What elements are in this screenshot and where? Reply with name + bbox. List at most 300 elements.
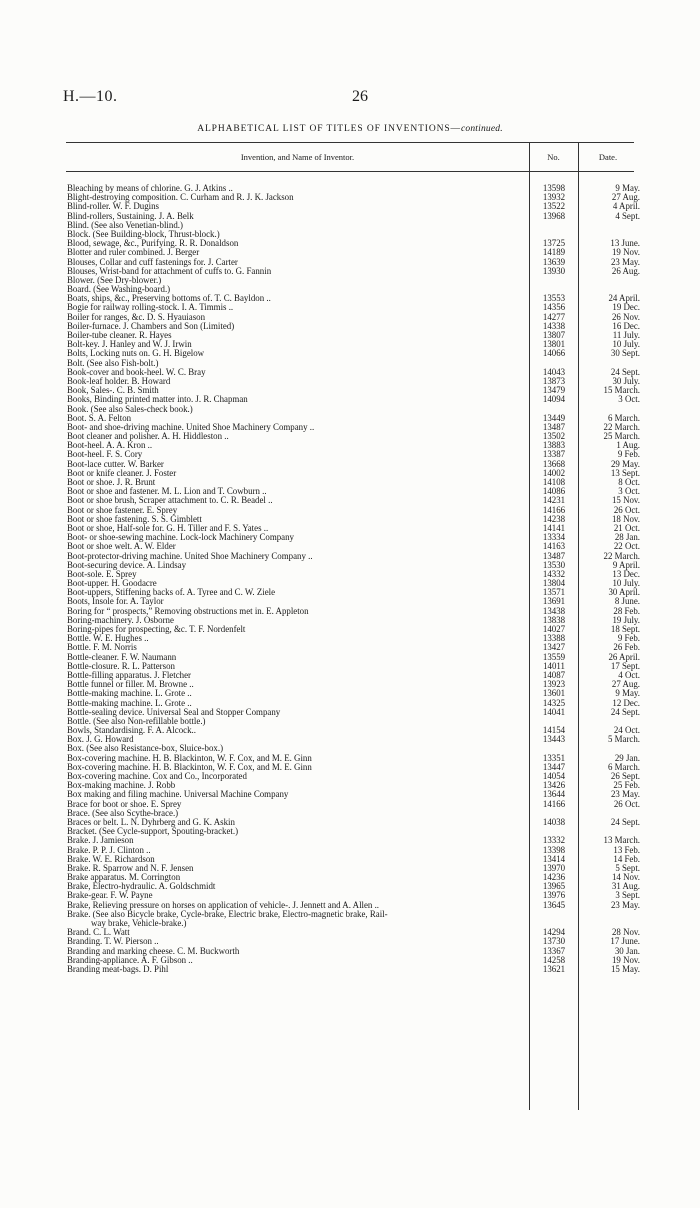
patent-date: 9 April. — [612, 559, 640, 570]
patent-number: 14236 — [542, 872, 566, 883]
patent-number: 14277 — [542, 311, 566, 322]
list-item — [0, 855, 700, 864]
patent-date: 30 April. — [608, 587, 640, 598]
patent-number: 13970 — [542, 862, 566, 873]
patent-date: 23 May. — [610, 899, 640, 910]
invention-title: way brake, Vehicle-brake.) — [91, 919, 187, 928]
invention-title: Branding. T. W. Pierson .. — [67, 937, 159, 947]
list-item — [0, 781, 700, 790]
invention-title: Brand. C. L. Watt — [67, 928, 130, 938]
patent-number: 13968 — [542, 210, 566, 221]
list-item — [0, 267, 700, 276]
patent-date: 13 Dec. — [612, 568, 640, 579]
list-item — [0, 184, 700, 193]
patent-date: 4 April. — [612, 201, 640, 212]
list-item — [0, 864, 700, 873]
invention-title: Boiler for ranges, &c. D. S. Hyauiason — [67, 312, 206, 322]
list-item — [0, 552, 700, 561]
invention-title: Boot-heel. A. A. Kron .. — [67, 441, 153, 451]
patent-date: 14 Nov. — [611, 872, 640, 883]
invention-title: Bottle. W. E. Hughes .. — [67, 634, 149, 644]
patent-date: 28 Feb. — [613, 605, 640, 616]
invention-title: Boot. S. A. Felton — [67, 413, 132, 423]
invention-title: Block. (See Building-block, Thrust-block.) — [67, 229, 220, 239]
list-item — [0, 827, 700, 836]
patent-date: 15 May. — [610, 963, 640, 974]
invention-title: Boiler-tube cleaner. R. Hayes — [67, 331, 172, 340]
list-item — [0, 763, 700, 772]
patent-date: 22 Oct. — [613, 541, 640, 552]
invention-title: Blouses, Collar and cuff fastenings for. J. Carter — [67, 257, 238, 267]
invention-title: Boot- or shoe-sewing machine. Lock-lock Machinery Company — [67, 533, 294, 543]
table-top-rule — [66, 142, 634, 143]
invention-title: Box-making machine. J. Robb — [67, 781, 176, 791]
patent-date: 22 March. — [603, 421, 640, 432]
patent-date: 27 Aug. — [611, 192, 640, 203]
patent-date: 9 May. — [615, 183, 640, 193]
invention-title: Boring for “ prospects,” Removing obstructions met in. E. Appleton — [67, 606, 309, 616]
patent-date: 10 July. — [612, 339, 640, 350]
invention-title: Blind. (See also Venetian-blind.) — [67, 220, 183, 230]
page-number: 26 — [352, 88, 368, 105]
patent-number: 14294 — [542, 927, 566, 938]
patent-date: 15 Nov. — [611, 495, 640, 506]
patent-number: 13427 — [542, 642, 566, 653]
patent-date: 13 March. — [603, 835, 640, 846]
list-item — [0, 708, 700, 717]
list-item — [0, 790, 700, 799]
list-item — [0, 450, 700, 459]
list-item — [0, 515, 700, 524]
list-item — [0, 423, 700, 432]
patent-number: 14002 — [542, 467, 566, 478]
patent-date: 27 Aug. — [611, 679, 640, 690]
invention-title: Boring-machinery. J. Osborne — [67, 615, 174, 625]
list-item — [0, 910, 700, 919]
patent-number: 14108 — [542, 477, 566, 487]
list-item — [0, 717, 700, 726]
patent-number: 14166 — [542, 798, 566, 809]
invention-title: Book, Sales-. C. B. Smith — [67, 386, 159, 396]
patent-number: 14043 — [542, 366, 566, 377]
invention-title: Brake. W. E. Richardson — [67, 854, 155, 864]
title-main: ALPHABETICAL LIST OF TITLES OF INVENTIONS— — [197, 124, 461, 134]
invention-title: Boot-lace cutter. W. Barker — [67, 459, 164, 469]
list-item — [0, 414, 700, 423]
patent-number: 13644 — [542, 789, 566, 800]
inventions-list — [0, 184, 700, 974]
patent-number: 13730 — [542, 936, 566, 947]
invention-title: Book-cover and book-heel. W. C. Bray — [67, 367, 206, 377]
list-item — [0, 671, 700, 680]
invention-title: Bolts, Locking nuts on. G. H. Bigelow — [67, 349, 205, 359]
patent-date: 3 Sept. — [615, 890, 640, 901]
list-item — [0, 928, 700, 937]
invention-title: Bottle funnel or filler. M. Browne .. — [67, 680, 194, 690]
list-item — [0, 202, 700, 211]
invention-title: Boats, ships, &c., Preserving bottoms of. T. C. Bayldon .. — [67, 294, 271, 304]
list-item — [0, 744, 700, 753]
list-item — [0, 965, 700, 974]
patent-date: 14 Feb. — [613, 853, 640, 864]
list-item — [0, 625, 700, 634]
patent-date: 11 July. — [612, 330, 640, 340]
list-item — [0, 699, 700, 708]
invention-title: Boot or knife cleaner. J. Foster — [67, 468, 177, 478]
patent-date: 28 Jan. — [614, 532, 640, 543]
list-item — [0, 432, 700, 441]
invention-title: Book-leaf holder. B. Howard — [67, 376, 171, 386]
invention-title: Blotter and ruler combined. J. Berger — [67, 248, 200, 258]
patent-number: 13426 — [542, 780, 566, 791]
list-item — [0, 395, 700, 404]
patent-number: 13883 — [542, 440, 566, 451]
list-item — [0, 689, 700, 698]
patent-date: 15 March. — [603, 385, 640, 396]
patent-number: 14038 — [542, 816, 566, 827]
list-item — [0, 239, 700, 248]
patent-date: 26 Aug. — [611, 265, 640, 276]
patent-date: 26 Sept. — [610, 771, 640, 781]
patent-number: 14166 — [542, 504, 566, 515]
list-item — [0, 772, 700, 781]
invention-title: Bogie for railway rolling-stock. I. A. Timmis .. — [67, 303, 234, 313]
list-item — [0, 460, 700, 469]
patent-date: 29 May. — [610, 458, 640, 469]
patent-date: 23 May. — [610, 789, 640, 800]
patent-number: 13449 — [542, 412, 566, 423]
patent-date: 3 Oct. — [618, 394, 640, 405]
invention-title: Braces or belt. L. N. Dyhrberg and G. K. Askin — [67, 817, 235, 827]
invention-title: Board. (See Washing-board.) — [67, 285, 171, 295]
patent-number: 13447 — [542, 761, 566, 772]
patent-date: 5 March. — [607, 734, 640, 745]
patent-date: 9 Feb. — [617, 449, 640, 460]
invention-title: Boot or shoe, Half-sole for. G. H. Tiller and F. S. Yates .. — [67, 523, 269, 533]
patent-date: 17 Sept. — [610, 660, 640, 671]
invention-title: Brake. P. P. J. Clinton .. — [67, 845, 151, 855]
list-item — [0, 809, 700, 818]
patent-number: 14231 — [542, 495, 566, 506]
list-item — [0, 359, 700, 368]
invention-title: Boot-uppers, Stiffening backs of. A. Tyree and C. W. Ziele — [67, 588, 276, 598]
invention-title: Blind-rollers, Sustaining. J. A. Belk — [67, 211, 194, 221]
list-item — [0, 469, 700, 478]
patent-date: 21 Oct. — [613, 522, 640, 533]
title-continued: continued. — [460, 124, 503, 134]
patent-date: 31 Aug. — [611, 881, 640, 892]
invention-title: Boot or shoe and fastener. M. L. Lion and T. Cowburn .. — [67, 487, 267, 497]
patent-date: 3 Oct. — [618, 486, 640, 497]
list-item — [0, 882, 700, 891]
patent-number: 13334 — [542, 532, 566, 543]
list-item — [0, 386, 700, 395]
invention-title: Bottle-closure. R. L. Patterson — [67, 661, 175, 671]
patent-date: 24 April. — [608, 293, 640, 304]
list-item — [0, 506, 700, 515]
invention-title: Bottle. (See also Non-refillable bottle.) — [67, 716, 206, 726]
invention-title: Boot-heel. F. S. Cory — [67, 450, 143, 460]
invention-title: Book. (See also Sales-check book.) — [67, 404, 193, 414]
patent-date: 5 Sept. — [615, 862, 640, 873]
invention-title: Boot or shoe fastening. S. S. Gimblett — [67, 514, 202, 524]
patent-date: 6 March. — [607, 761, 640, 772]
patent-number: 14238 — [542, 513, 566, 524]
patent-number: 13351 — [542, 752, 566, 763]
invention-title: Boring-pipes for prospecting, &c. T. F. Nordenfelt — [67, 625, 246, 634]
invention-title: Box. (See also Resistance-box, Sluice-box.) — [67, 744, 224, 754]
patent-number: 13487 — [542, 550, 566, 561]
list-item — [0, 846, 700, 855]
invention-title: Boot cleaner and polisher. A. H. Hiddleston .. — [67, 432, 229, 442]
patent-number: 13559 — [542, 651, 566, 662]
table-header-rule — [66, 171, 634, 172]
list-item — [0, 588, 700, 597]
patent-number: 13398 — [542, 844, 566, 855]
list-item — [0, 561, 700, 570]
patent-number: 13838 — [542, 614, 566, 625]
list-item — [0, 947, 700, 956]
invention-title: Bolt-key. J. Hanley and W. J. Irwin — [67, 340, 192, 350]
invention-title: Brake apparatus. M. Corrington — [67, 873, 181, 883]
patent-number: 14054 — [542, 771, 566, 781]
invention-title: Bleaching by means of chlorine. G. J. Atkins .. — [67, 184, 233, 193]
list-item — [0, 634, 700, 643]
list-item — [0, 276, 700, 285]
list-item — [0, 212, 700, 221]
patent-date: 26 Oct. — [613, 504, 640, 515]
list-item — [0, 901, 700, 910]
list-item — [0, 680, 700, 689]
list-item — [0, 662, 700, 671]
list-item — [0, 193, 700, 202]
patent-number: 13443 — [542, 734, 566, 745]
list-item — [0, 818, 700, 827]
patent-date: 25 Feb. — [613, 780, 640, 791]
invention-title: Brace. (See also Scythe-brace.) — [67, 808, 179, 818]
patent-number: 13571 — [542, 587, 566, 598]
invention-title: Bottle-sealing device. Universal Seal and Stopper Company — [67, 707, 281, 717]
patent-date: 13 Sept. — [610, 467, 640, 478]
patent-date: 19 Nov. — [611, 247, 640, 258]
patent-number: 13601 — [542, 688, 566, 699]
patent-date: 19 Nov. — [611, 954, 640, 965]
list-item — [0, 919, 700, 928]
patent-date: 1 Aug. — [616, 440, 640, 451]
list-item — [0, 496, 700, 505]
invention-title: Box-covering machine. H. B. Blackinton, W. F. Cox, and M. E. Ginn — [67, 753, 312, 763]
patent-number: 13530 — [542, 559, 566, 570]
patent-number: 13553 — [542, 293, 566, 304]
invention-title: Bolt. (See also Fish-bolt.) — [67, 358, 159, 368]
patent-number: 13801 — [542, 339, 566, 350]
patent-number: 13621 — [542, 963, 566, 974]
list-item — [0, 303, 700, 312]
list-item — [0, 441, 700, 450]
invention-title: Brake. R. Sparrow and N. F. Jensen — [67, 863, 194, 873]
invention-title: Bottle-making machine. L. Grote .. — [67, 689, 192, 699]
page-title — [0, 124, 700, 134]
patent-number: 13668 — [542, 458, 566, 469]
patent-number: 13725 — [542, 238, 566, 249]
patent-number: 13639 — [542, 256, 566, 267]
patent-date: 24 Oct. — [613, 725, 640, 736]
patent-number: 13923 — [542, 679, 566, 690]
list-item — [0, 533, 700, 542]
invention-title: Blouses, Wrist-band for attachment of cuffs to. G. Fannin — [67, 266, 272, 276]
patent-number: 14027 — [542, 624, 566, 634]
invention-title: Boot-protector-driving machine. United Shoe Machinery Company .. — [67, 551, 313, 561]
column-header-invention: Invention, and Name of Inventor. — [240, 152, 355, 162]
patent-date: 30 Sept. — [610, 348, 640, 359]
list-item — [0, 937, 700, 946]
patent-date: 8 Oct. — [618, 477, 640, 487]
list-item — [0, 313, 700, 322]
invention-title: Bottle-cleaner. F. W. Naumann — [67, 652, 177, 662]
patent-date: 18 Nov. — [611, 513, 640, 524]
invention-title: Box-covering machine. H. B. Blackinton, W. F. Cox, and M. E. Ginn — [67, 762, 312, 772]
patent-number: 13932 — [542, 192, 566, 203]
invention-title: Boot-upper. H. Goodacre — [67, 579, 157, 589]
patent-date: 16 Dec. — [612, 320, 640, 331]
list-item — [0, 726, 700, 735]
patent-date: 13 Feb. — [613, 844, 640, 855]
list-item — [0, 956, 700, 965]
patent-number: 13930 — [542, 265, 566, 276]
patent-number: 13645 — [542, 899, 566, 910]
patent-date: 9 May. — [615, 688, 640, 699]
patent-number: 14011 — [543, 660, 565, 671]
invention-title: Boot- and shoe-driving machine. United Shoe Machinery Company .. — [67, 422, 315, 432]
list-item — [0, 487, 700, 496]
patent-number: 13332 — [542, 835, 566, 846]
patent-number: 14154 — [542, 725, 566, 736]
list-item — [0, 800, 700, 809]
list-item — [0, 322, 700, 331]
invention-title: Brake. J. Jamieson — [67, 836, 134, 846]
invention-title: Branding-appliance. A. F. Gibson .. — [67, 955, 193, 965]
patent-number: 14066 — [542, 348, 566, 359]
invention-title: Boot or shoe brush, Scraper attachment to. C. R. Beadel .. — [67, 496, 273, 506]
patent-date: 30 July. — [612, 375, 640, 386]
patent-number: 14189 — [542, 247, 566, 258]
invention-title: Box. J. G. Howard — [67, 735, 134, 745]
list-item — [0, 524, 700, 533]
invention-title: Brake, Relieving pressure on horses on application of vehicle-. J. Jennett and A. Allen .. — [67, 900, 380, 910]
list-item — [0, 221, 700, 230]
list-item — [0, 579, 700, 588]
patent-date: 24 Sept. — [610, 816, 640, 827]
list-item — [0, 891, 700, 900]
list-item — [0, 597, 700, 606]
invention-title: Boots, Insole for. A. Taylor — [67, 597, 164, 607]
patent-number: 14041 — [542, 706, 566, 717]
patent-date: 8 June. — [614, 596, 640, 607]
invention-title: Branding meat-bags. D. Pihl — [67, 964, 169, 974]
patent-number: 14086 — [542, 486, 566, 497]
list-item — [0, 643, 700, 652]
patent-number: 13487 — [542, 421, 566, 432]
patent-number: 13367 — [542, 945, 566, 956]
patent-date: 26 Nov. — [611, 311, 640, 322]
list-item — [0, 340, 700, 349]
patent-date: 18 Sept. — [610, 624, 640, 634]
patent-number: 13873 — [542, 375, 566, 386]
list-item — [0, 285, 700, 294]
list-item — [0, 248, 700, 257]
patent-date: 10 July. — [612, 578, 640, 589]
patent-number: 14087 — [542, 669, 566, 680]
invention-title: Boot-securing device. A. Lindsay — [67, 560, 187, 570]
invention-title: Books, Binding printed matter into. J. R. Chapman — [67, 395, 248, 405]
patent-number: 13965 — [542, 881, 566, 892]
patent-number: 13438 — [542, 605, 566, 616]
list-item — [0, 754, 700, 763]
invention-title: Box making and filing machine. Universal Machine Company — [67, 790, 289, 800]
list-item — [0, 377, 700, 386]
invention-title: Boot or shoe welt. A. W. Elder — [67, 542, 176, 552]
list-item — [0, 653, 700, 662]
list-item — [0, 230, 700, 239]
patent-number: 14325 — [542, 697, 566, 708]
patent-date: 24 Sept. — [610, 366, 640, 377]
list-item — [0, 542, 700, 551]
invention-title: Bracket. (See Cycle-support, Spouting-bracket.) — [67, 827, 239, 837]
patent-date: 28 Nov. — [611, 927, 640, 938]
patent-number: 13807 — [542, 330, 566, 340]
invention-title: Brake. (See also Bicycle brake, Cycle-brake, Electric brake, Electro-magnetic brake, Rail- — [67, 909, 388, 919]
patent-number: 14163 — [542, 541, 566, 552]
invention-title: Blind-roller. W. F. Dugins — [67, 202, 159, 212]
patent-date: 4 Oct. — [618, 669, 640, 680]
patent-number: 13691 — [542, 596, 566, 607]
column-header-no: No. — [547, 152, 560, 162]
patent-date: 6 March. — [607, 412, 640, 423]
patent-date: 26 Feb. — [613, 642, 640, 653]
list-item — [0, 570, 700, 579]
patent-number: 14258 — [542, 954, 566, 965]
invention-title: Box-covering machine. Cox and Co., Incorporated — [67, 772, 247, 781]
patent-date: 23 May. — [610, 256, 640, 267]
invention-title: Brake, Electro-hydraulic. A. Goldschmidt — [67, 882, 216, 892]
patent-date: 13 June. — [610, 238, 640, 249]
patent-number: 14338 — [542, 320, 566, 331]
invention-title: Boiler-furnace. J. Chambers and Son (Limited) — [67, 321, 235, 331]
patent-date: 4 Sept. — [615, 210, 640, 221]
patent-number: 14094 — [542, 394, 566, 405]
patent-date: 19 Dec. — [612, 302, 640, 313]
list-item — [0, 836, 700, 845]
patent-date: 26 Oct. — [613, 798, 640, 809]
invention-title: Brake-gear. F. W. Payne — [67, 891, 153, 901]
patent-number: 13976 — [542, 890, 566, 901]
list-item — [0, 873, 700, 882]
invention-title: Bowls, Standardising. F. A. Alcock.. — [67, 726, 196, 736]
invention-title: Bottle-making machine. L. Grote .. — [67, 698, 192, 708]
patent-number: 13414 — [542, 853, 566, 864]
patent-number: 13804 — [542, 578, 566, 589]
patent-number: 13479 — [542, 385, 566, 396]
column-header-date: Date. — [598, 152, 618, 162]
patent-number: 13387 — [542, 449, 566, 460]
patent-number: 13522 — [542, 201, 566, 212]
list-item — [0, 478, 700, 487]
patent-number: 14332 — [542, 568, 566, 579]
patent-number: 13388 — [542, 633, 566, 644]
patent-number: 14356 — [542, 302, 566, 313]
patent-date: 24 Sept. — [610, 706, 640, 717]
invention-title: Boot or shoe. J. R. Brunt — [67, 478, 156, 487]
